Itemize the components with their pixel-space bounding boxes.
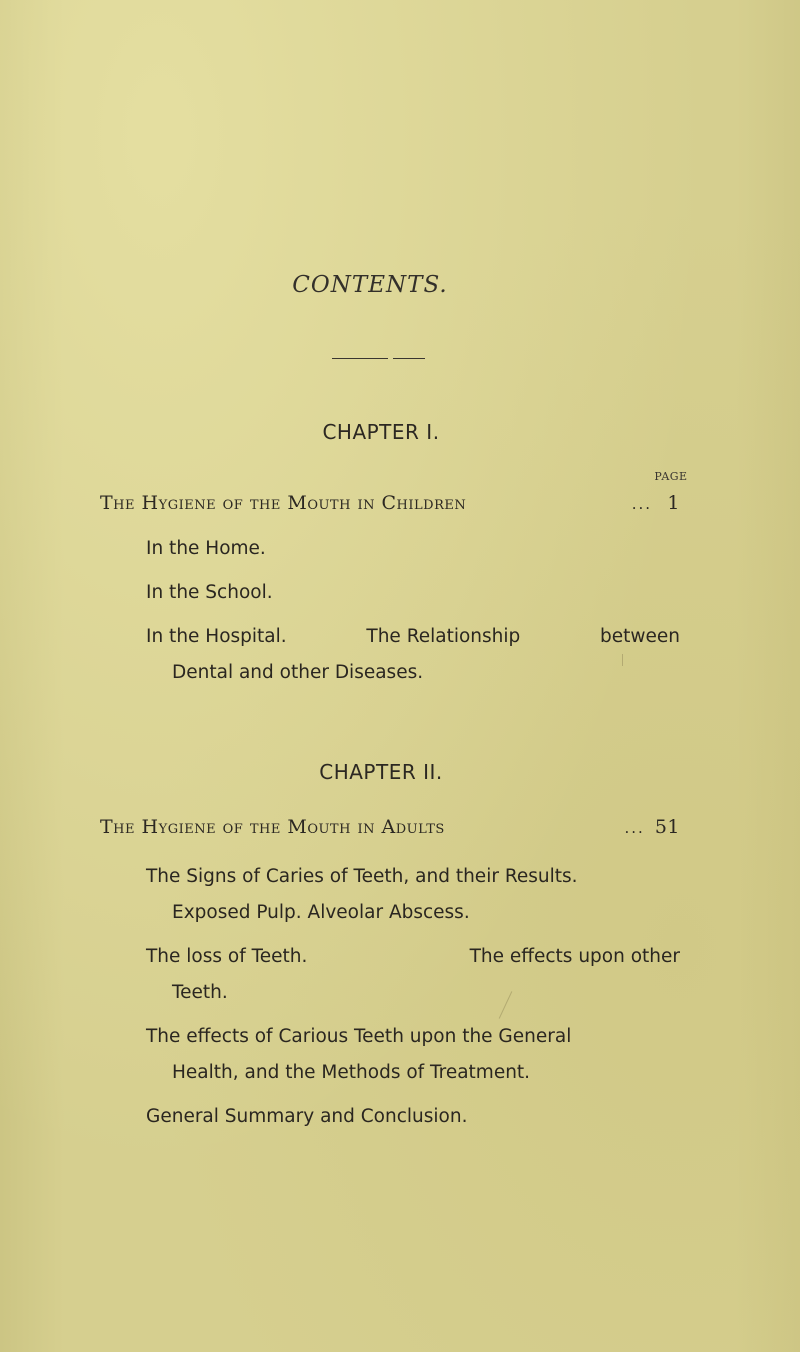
title-rule-left [332, 358, 388, 359]
entry-part: The Relationship [366, 626, 521, 647]
entry-part: between [600, 626, 680, 647]
chapter-1-entry: In the Home. [146, 538, 266, 559]
chapter-2-heading: CHAPTER II. [319, 760, 443, 784]
title-rule-right [393, 358, 425, 359]
entry-part: The loss of Teeth. [146, 946, 308, 967]
chapter-1-page: 1 [667, 492, 680, 514]
contents-title: CONTENTS. [292, 272, 448, 298]
leader-dots: ... [631, 495, 652, 513]
chapter-1-title-line [100, 492, 680, 514]
chapter-2-entry: Health, and the Methods of Treatment. [172, 1062, 531, 1083]
paper-mark [622, 654, 623, 666]
chapter-2-title: The Hygiene of the Mouth in Adults [100, 816, 445, 838]
leader-dots: ... [624, 819, 645, 837]
chapter-2-page: 51 [654, 816, 680, 838]
chapter-2-entry: Teeth. [172, 982, 228, 1003]
entry-part: In the Hospital. [146, 626, 287, 647]
chapter-1-title: The Hygiene of the Mouth in Children [100, 492, 467, 514]
chapter-2-entry: General Summary and Conclusion. [146, 1106, 468, 1127]
chapter-2-entry: The effects of Carious Teeth upon the General [146, 1026, 572, 1047]
chapter-1-entry: In the School. [146, 582, 273, 603]
entry-part: The effects upon other [469, 946, 680, 967]
page-column-label: PAGE [654, 470, 688, 483]
chapter-2-entry: The Signs of Caries of Teeth, and their Results. [146, 866, 578, 887]
chapter-2-title-line [100, 816, 680, 838]
chapter-2-entry [146, 940, 680, 973]
chapter-2-entry: Exposed Pulp. Alveolar Abscess. [172, 902, 470, 923]
chapter-1-entry: Dental and other Diseases. [172, 662, 424, 683]
chapter-1-entry [146, 620, 680, 653]
chapter-1-heading: CHAPTER I. [322, 420, 440, 444]
